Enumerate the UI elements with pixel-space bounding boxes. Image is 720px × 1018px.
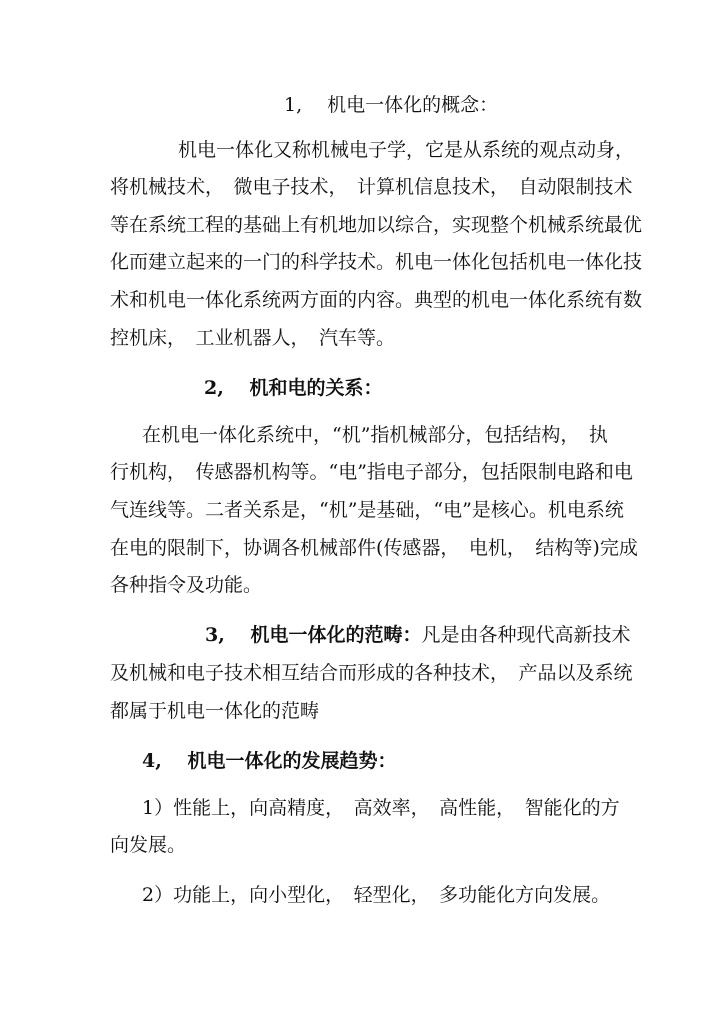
- heading-1: 1, 机电一体化的概念：: [284, 94, 499, 116]
- heading-2: 2, 机和电的关系：: [204, 377, 383, 399]
- paragraph-1-line-5: 术和机电一体化系统两方面的内容。典型的机电一体化系统有数: [110, 289, 643, 311]
- paragraph-4-line-1: 1）性能上，向高精度， 高效率， 高性能， 智能化的方: [142, 797, 620, 819]
- paragraph-1-line-4: 化而建立起来的一门的科学技术。机电一体化包括机电一体化技: [110, 251, 643, 273]
- paragraph-2-line-3: 气连线等。二者关系是，“机”是基础，“电”是核心。机电系统: [110, 499, 624, 521]
- paragraph-1-line-6: 控机床， 工业机器人， 汽车等。: [110, 327, 396, 349]
- paragraph-3-line-1: [205, 622, 630, 648]
- paragraph-3-lead: 凡是由各种现代高新技术: [421, 624, 631, 646]
- paragraph-2-line-1: 在机电一体化系统中，“机”指机械部分，包括结构， 执: [142, 424, 608, 446]
- paragraph-2-line-4: 在电的限制下，协调各机械部件(传感器， 电机， 结构等)完成: [110, 537, 638, 559]
- paragraph-1-line-2: 将机械技术， 微电子技术， 计算机信息技术， 自动限制技术: [110, 176, 633, 198]
- paragraph-1-line-1: 机电一体化又称机械电子学，它是从系统的观点动身，: [178, 139, 635, 161]
- paragraph-1-line-3: 等在系统工程的基础上有机地加以综合，实现整个机械系统最优: [110, 214, 643, 236]
- paragraph-2-line-2: 行机构， 传感器机构等。“电”指电子部分，包括限制电路和电: [110, 461, 633, 483]
- paragraph-4-line-3: 2）功能上，向小型化， 轻型化， 多功能化方向发展。: [142, 884, 611, 906]
- heading-3: 3, 机电一体化的范畴：: [205, 624, 422, 646]
- paragraph-2-line-5: 各种指令及功能。: [110, 574, 263, 596]
- paragraph-4-line-2: 向发展。: [110, 834, 187, 856]
- heading-4: 4, 机电一体化的发展趋势：: [142, 750, 397, 772]
- paragraph-3-line-2: 及机械和电子技术相互结合而形成的各种技术， 产品以及系统: [110, 662, 633, 684]
- paragraph-3-line-3: 都属于机电一体化的范畴: [110, 700, 320, 722]
